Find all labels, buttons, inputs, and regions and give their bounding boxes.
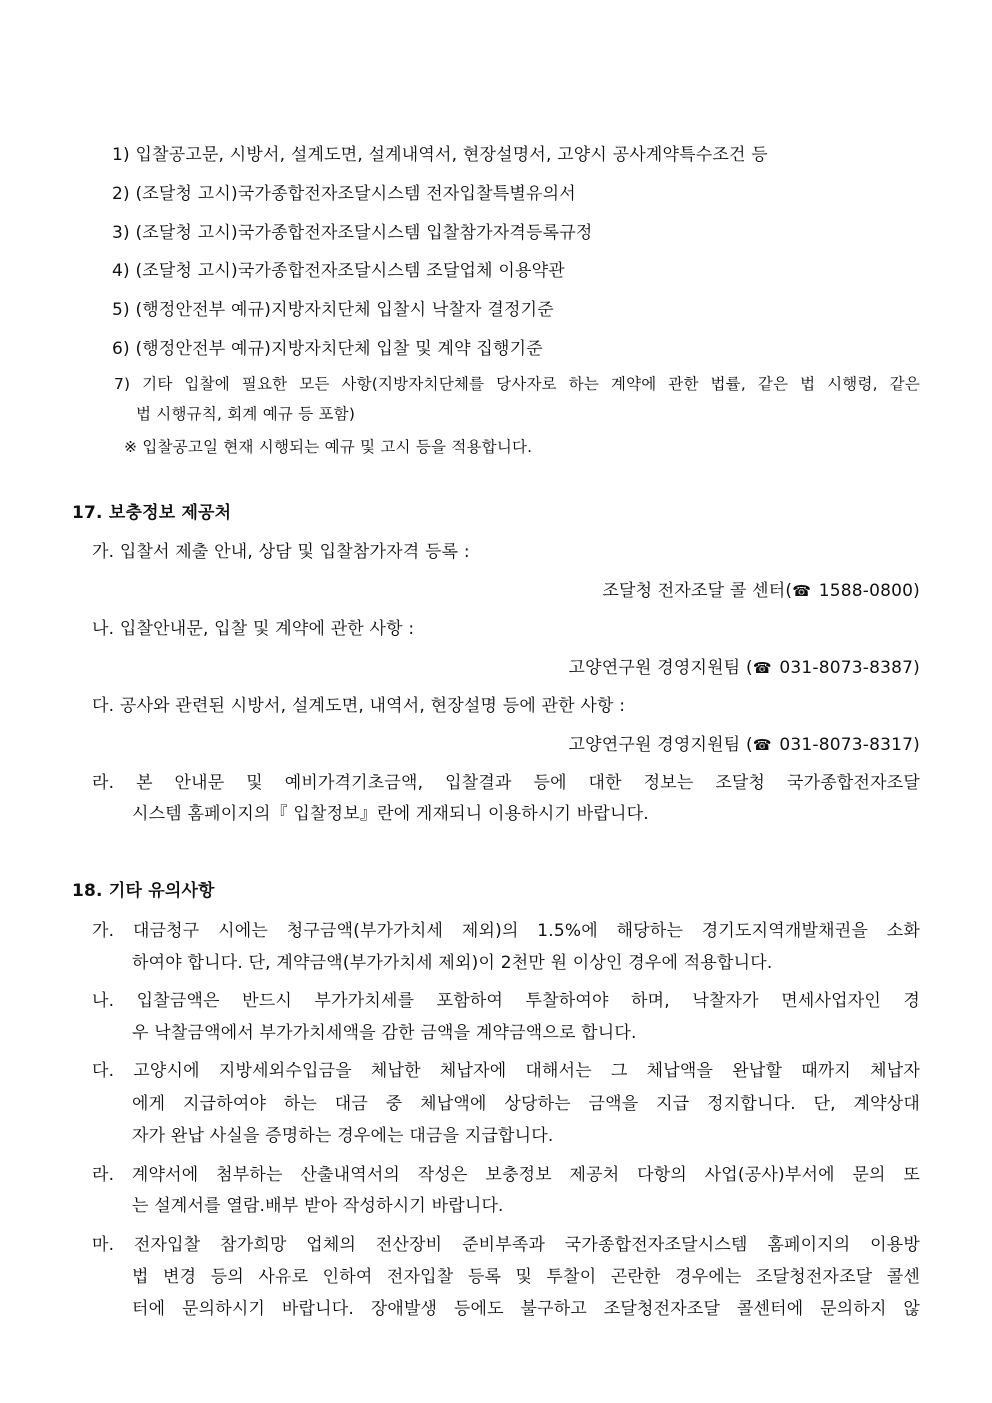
contact-c-name: 고양연구원 경영지원팀 ( [568,735,753,755]
contact-b-name: 고양연구원 경영지원팀 ( [568,658,753,678]
contact-a-value [602,580,920,602]
notice-line: 라. 계약서에 첨부하는 산출내역서의 작성은 보충정보 제공처 다항의 사업(공사)부서에 문의 또 [92,1165,920,1185]
notice-line: 다. 고양시에 지방세외수입금을 체납한 체납자에 대해서는 그 체납액을 완납할 때까지 체납자 [92,1061,920,1081]
law-item-2: 2) (조달청 고시)국가종합전자조달시스템 전자입찰특별유의서 [112,184,576,204]
contact-b-phone: 031-8073-8387) [779,658,920,678]
phone-icon: ☎ [792,582,812,600]
law-item-7-line1: 7) 기타 입찰에 필요한 모든 사항(지방자치단체를 당사자로 하는 계약에 관한 법률, 같은 법 시행령, 같은 [114,375,920,393]
phone-icon: ☎ [752,736,772,754]
notice-line: 는 설계서를 열람.배부 받아 작성하시기 바랍니다. [132,1196,504,1216]
law-item-6: 6) (행정안전부 예규)지방자치단체 입찰 및 계약 집행기준 [112,339,543,359]
law-item-5: 5) (행정안전부 예규)지방자치단체 입찰시 낙찰자 결정기준 [112,300,554,320]
contact-d-line1: 라. 본 안내문 및 예비가격기초금액, 입찰결과 등에 대한 정보는 조달청 국가종합전자조달 [92,773,920,793]
section-17-title: 17. 보충정보 제공처 [72,503,232,523]
law-item-3: 3) (조달청 고시)국가종합전자조달시스템 입찰참가자격등록규정 [112,223,593,243]
contact-b-value [569,657,920,679]
notice-line: 터에 문의하시기 바랍니다. 장애발생 등에도 불구하고 조달청전자조달 콜센터에 문의하지 않 [132,1299,920,1319]
contact-c-label: 다. 공사와 관련된 시방서, 설계도면, 내역서, 현장설명 등에 관한 사항 : [92,696,626,716]
contact-b-label: 나. 입찰안내문, 입찰 및 계약에 관한 사항 : [92,619,415,639]
notice-line: 하여야 합니다. 단, 계약금액(부가가치세 제외)이 2천만 원 이상인 경우에 적용합니다. [132,953,773,973]
notice-line: 마. 전자입찰 참가희망 업체의 전산장비 준비부족과 국가종합전자조달시스템 홈페이지의 이용방 [92,1235,920,1255]
contact-a-name: 조달청 전자조달 콜 센터( [602,581,793,601]
contact-a-phone: 1588-0800) [818,581,920,601]
notice-line: 에게 지급하여야 하는 대금 중 체납액에 상당하는 금액을 지급 정지합니다. 단, 계약상대 [132,1094,920,1114]
contact-c-value [569,734,920,756]
contact-a-label: 가. 입찰서 제출 안내, 상담 및 입찰참가자격 등록 : [92,542,470,562]
contact-c-phone: 031-8073-8317) [779,735,920,755]
law-item-1: 1) 입찰공고문, 시방서, 설계도면, 설계내역서, 현장설명서, 고양시 공사계약특수조건 등 [112,145,768,165]
law-note: ※ 입찰공고일 현재 시행되는 예규 및 고시 등을 적용합니다. [124,438,533,456]
law-item-4: 4) (조달청 고시)국가종합전자조달시스템 조달업체 이용약관 [112,261,565,281]
section-18-title: 18. 기타 유의사항 [72,881,215,901]
phone-icon: ☎ [752,659,772,677]
notice-line: 자가 완납 사실을 증명하는 경우에는 대금을 지급합니다. [132,1126,554,1146]
notice-line: 가. 대금청구 시에는 청구금액(부가가치세 제외)의 1.5%에 해당하는 경기도지역개발채권을 소화 [92,921,920,941]
notice-line: 법 변경 등의 사유로 인하여 전자입찰 등록 및 투찰이 곤란한 경우에는 조달청전자조달 콜센 [132,1267,920,1287]
law-item-7-line2: 법 시행규칙, 회계 예규 등 포함) [136,405,356,423]
contact-d-line2: 시스템 홈페이지의『 입찰정보』란에 게재되니 이용하시기 바랍니다. [132,804,649,824]
notice-line: 나. 입찰금액은 반드시 부가가치세를 포함하여 투찰하여야 하며, 낙찰자가 면세사업자인 경 [92,991,920,1011]
notice-line: 우 낙찰금액에서 부가가치세액을 감한 금액을 계약금액으로 합니다. [132,1023,637,1043]
